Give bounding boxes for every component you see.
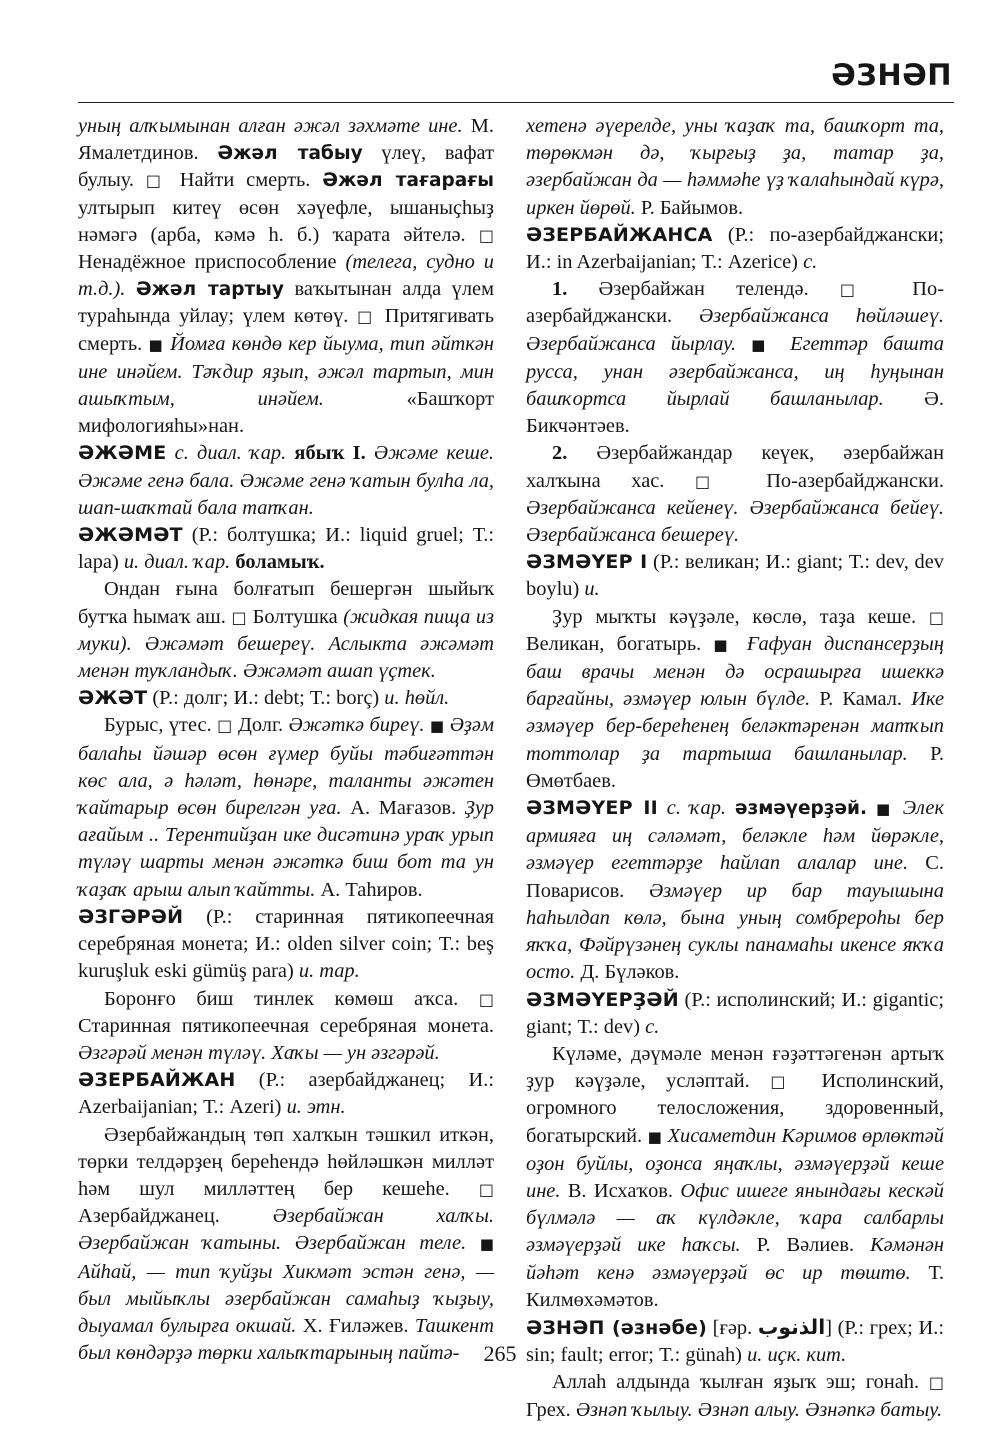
body-text: М. Ямалетдинов.	[78, 115, 494, 165]
italic-text: с. ҡар.	[666, 797, 727, 820]
body-text: Әзербайжандың төп халҡын тәшкил иткән, төрки телдәрҙең береһендә һөйләшкән милләт һәм шул милләттең бер кешеһе.	[78, 1123, 494, 1200]
body-text: Бурыс, үтес.	[104, 714, 218, 737]
white-square-marker: □	[770, 1072, 801, 1092]
bold-text: 1.	[552, 278, 568, 301]
body-text: (Р.: болтушка; И.: liquid gruel; Т.: lapa)	[78, 524, 494, 574]
white-square-marker: □	[357, 307, 376, 327]
italic-text: Элек армияға иң сәләмәт, беләкле һәм йөрәкле, әзмәүер егеттәрҙе һайлап алалар ине.	[526, 797, 944, 875]
body-text	[166, 442, 174, 464]
body-text: Р. Байымов.	[635, 196, 744, 219]
body-text: Р. Вәлиев.	[740, 1234, 871, 1257]
headword: ӘЖӘМЕ	[78, 442, 167, 465]
italic-text: Ҙур ағайым .. Терентийҙан ике дисәтинә ураҡ урып түләү шарты менән әжәткә биш бот та ун ҡаҙаҡ арыш алып ҡайтты.	[78, 797, 494, 901]
italic-text: Ике әзмәүер бер-береһенең беләктәренән матҡып тоттолар ҙа тартыша башланылар.	[526, 688, 944, 765]
italic-text: Йомға көндө кер йыума, тип әйткән ине инәйем. Тәҡдир яҙып, әжәл тартып, мин ашыҡтым, инәйем.	[78, 332, 494, 411]
italic-text: Кәмәнән йәһәт кенә әзмәүерҙәй өс ир төштө.	[526, 1234, 944, 1284]
body-text: Долг.	[232, 714, 289, 737]
italic-text: Айһай, — тип ҡуйҙы Хикмәт эстән генә, — был мыйыҡлы әзербайжан самаһыҙ ҡыҙыу, дыуамал булырға окшай.	[78, 1260, 494, 1337]
body-text	[366, 442, 374, 464]
body-text: Т. Килмөхәмәтов.	[526, 1261, 945, 1311]
dictionary-paragraph	[78, 522, 494, 576]
body-text: (Р.: исполинский; И.: gigantic; giant; Т.: dev)	[526, 988, 944, 1038]
italic-text: Ғафуан диспансерҙың баш врачы менән дә осрашырға ишеккә барғайны, әзмәүер юлын бүлде.	[526, 632, 944, 711]
body-text: Болтушка	[247, 605, 344, 628]
dictionary-paragraph	[78, 712, 494, 903]
white-square-marker: □	[231, 607, 248, 627]
phrase-term: Әжәл тартыу	[135, 279, 284, 301]
body-text: Ондан ғына болғатып бешергән шыйыҡ бутҡа һымаҡ аш.	[78, 578, 494, 628]
black-square-marker: ■	[875, 800, 894, 819]
white-square-marker: □	[478, 1179, 494, 1199]
italic-text: с. диал. ҡар.	[174, 442, 287, 465]
body-text: Күләме, дәүмәле менән ғәҙәттәгенән артыҡ ҙур кәүҙәле, усләптай.	[526, 1042, 944, 1093]
body-text: А. Мағазов.	[341, 797, 465, 820]
body-text: Р. Өмөтбаев.	[526, 742, 944, 792]
body-text: Исполинский, огромного телосложения, здоровенный, богатырский.	[526, 1070, 944, 1147]
italic-text: Офис ишеге янындағы кескәй бүлмәлә — аҡ күлдәкле, ҡара салбарлы әзмәүерҙәй ике һаҡсы.	[526, 1179, 944, 1257]
headword: ӘЗЕРБАЙЖАН	[78, 1069, 236, 1092]
body-text: Әзербайжан телендә.	[567, 278, 840, 301]
black-square-marker: ■	[479, 1235, 494, 1254]
headword: ӘЗМӘҮЕР I	[526, 551, 648, 574]
body-text: Ҙур мыҡты кәүҙәле, көслө, таҙа кеше.	[552, 605, 929, 628]
italic-text: (жидкая пища из муки). Әжәмәт бешереү. Аслыкта әжәмәт менән туҡландыҡ. Әжәмәт ашап үҫтек.	[78, 605, 494, 683]
italic-text: Ташкент был көндәрҙә төрки халыҡтарының пайтә-	[78, 1314, 494, 1365]
white-square-marker: □	[695, 471, 736, 491]
body-text	[894, 797, 903, 819]
body-text: (Р.: старинная пятикопеечная серебряная монета; И.: olden silver coin; Т.: beş kuruşluk eski gümüş para)	[78, 905, 494, 983]
italic-text: и. этн.	[286, 1096, 346, 1119]
body-text	[867, 797, 876, 819]
body-text: Әзербайжандар кеүек, әзербайжан халҡына хас.	[526, 442, 944, 492]
dictionary-paragraph	[526, 549, 944, 603]
headword: ӘЗГӘРӘЙ	[78, 905, 184, 928]
white-square-marker: □	[145, 171, 168, 191]
body-text: ваҡытынан алда үлем тураһында уйлау; үлем көтөү.	[78, 278, 494, 328]
body-text: Азербайджанец.	[78, 1205, 273, 1228]
body-text: По-азербайджански.	[735, 469, 944, 492]
body-text: (Р.: азербайджанец; И.: Azerbaijanian; Т.: Azeri)	[78, 1069, 494, 1119]
body-text: Ә. Бикчәнтәев.	[526, 388, 944, 438]
italic-text: хетенә әүерелде, уны ҡаҙаҡ та, башҡорт та, төрөкмән дә, ҡырғыҙ ҙа, татар ҙа, әзербайжан да — һәммәһе үҙ ҡалаһындай күрә, иркен йөрөй.	[526, 115, 944, 219]
body-text: «Башҡорт мифологияһы»нан.	[78, 388, 494, 438]
phrase-term: Әжәл табыу	[217, 143, 363, 165]
white-square-marker: □	[928, 1373, 944, 1393]
dictionary-paragraph	[526, 1369, 944, 1423]
dictionary-paragraph	[78, 113, 494, 440]
italic-text: и. тар.	[298, 960, 360, 983]
italic-text: с.	[803, 251, 818, 274]
italic-text: Әжәме кеше. Әжәме генә бала. Әжәме генә ҡатын булһа ла, шап-шаҡтай бала тапҡан.	[78, 442, 495, 519]
white-square-marker: □	[478, 989, 494, 1009]
italic-text: Әзербайжанса кейенеү. Әзербайжанса бейеү. Әзербайжанса бешереү.	[526, 496, 944, 547]
body-text: Д. Бүләков.	[575, 961, 680, 984]
dictionary-paragraph	[526, 987, 944, 1041]
italic-text: и. һөйл.	[384, 687, 450, 710]
headword: ӘЖӘТ	[78, 687, 148, 710]
italic-text: Егеттәр башта русса, унан әзербайжанса, иң һуңынан башҡортса йырлай башланылар.	[526, 332, 944, 411]
headword: ӘЗМӘҮЕР II	[526, 797, 658, 820]
body-text: Аллаһ алдында ҡылған яҙыҡ эш; гонаһ.	[552, 1371, 929, 1394]
italic-text: Әзербайжанса һөйләшеү. Әзербайжанса йырлау.	[526, 305, 944, 355]
left-column	[78, 113, 494, 1367]
black-square-marker: ■	[713, 635, 735, 654]
body-text: Притягивать смерть.	[78, 305, 494, 355]
page-number: 265	[483, 1341, 517, 1366]
italic-text: и. диал. ҡар.	[123, 551, 231, 574]
body-text	[466, 1232, 480, 1254]
italic-text: (телега, судно и т.д.).	[78, 251, 494, 301]
phrase-term: Әжәл тағарағы	[322, 170, 494, 192]
running-head: ӘЗНӘП	[831, 58, 952, 92]
body-text	[658, 797, 667, 819]
header-rule	[78, 102, 954, 103]
body-text: Найти смерть.	[167, 169, 323, 192]
black-square-marker: ■	[647, 1127, 663, 1146]
dictionary-paragraph	[526, 604, 944, 795]
white-square-marker: □	[217, 716, 233, 736]
body-text: Великан, богатырь.	[526, 632, 714, 655]
dictionary-paragraph	[78, 1122, 494, 1368]
italic-text: с.	[645, 1015, 660, 1038]
italic-text: Әзербайжан халҡы. Әзербайжан ҡатыны. Әзербайжан теле.	[78, 1205, 495, 1255]
body-text: По-азербайджански.	[526, 278, 944, 328]
dictionary-paragraph	[526, 222, 944, 276]
black-square-marker: ■	[148, 335, 164, 354]
dictionary-paragraph	[78, 440, 494, 522]
body-text	[125, 278, 136, 300]
body-text: ] (Р.: грех; И.: sin; fault; error; Т.: günah)	[526, 1316, 944, 1367]
headword: ӘЖӘМӘТ	[78, 524, 183, 547]
headword: ӘЗМӘҮЕРҘӘЙ	[526, 988, 679, 1011]
body-text: Боронғо биш тинлек көмөш аҡса.	[104, 987, 479, 1010]
body-text: (Р.: долг; И.: debt; Т.: borç)	[147, 687, 385, 710]
arabic-etymon: الذنوب	[757, 1314, 826, 1339]
body-text	[736, 333, 751, 355]
dictionary-paragraph	[78, 685, 494, 712]
italic-text: Әзмәүер ир бар тауышына һаһылдап көлә, бына уның сомбрероһы бер яҡҡа, Фәйрүзәнең суклы панамаһы икенсе яҡҡа осто.	[526, 879, 944, 984]
italic-text: уның алҡымынан алған әжәл зәхмәте ине.	[78, 115, 463, 137]
body-text: Старинная пятикопеечная серебряная монета.	[78, 1014, 494, 1037]
dictionary-paragraph	[78, 1067, 494, 1121]
headword: ӘЗНӘП (әзнәбе)	[526, 1316, 708, 1339]
white-square-marker: □	[928, 607, 944, 627]
italic-text: Әжәткә биреү.	[288, 714, 425, 737]
dictionary-paragraph	[78, 986, 494, 1068]
body-text: Р. Камал.	[810, 688, 912, 711]
white-square-marker: □	[839, 280, 882, 300]
dictionary-paragraph	[78, 576, 494, 685]
body-text: үлеү, вафат булыу.	[78, 142, 494, 192]
body-text: В. Исхаҡов.	[560, 1179, 681, 1202]
body-text	[735, 633, 747, 655]
body-text	[775, 333, 790, 355]
right-column	[526, 113, 944, 1424]
body-text: С. Поварисов.	[526, 852, 944, 902]
dictionary-paragraph	[78, 904, 494, 986]
dictionary-paragraph	[526, 1041, 944, 1314]
black-square-marker: ■	[751, 335, 776, 354]
dictionary-paragraph	[526, 276, 944, 440]
italic-text: Әзнәп ҡылыу. Әзнәп алыу. Әзнәпкә батыу.	[575, 1398, 943, 1421]
dictionary-paragraph	[526, 113, 944, 222]
italic-text: Әҙәм балаһы йәшәр өсөн ғүмер буйы тәбиғәттән көс ала, ә һәләт, һөнәре, таланты әжәтен ҡайтарыр өсөн бирелгән уға.	[78, 714, 494, 820]
headword: ӘЗЕРБАЙЖАНСА	[526, 223, 713, 246]
black-square-marker: ■	[429, 717, 445, 736]
white-square-marker: □	[478, 225, 494, 245]
italic-text: и. иҫк. кит.	[747, 1344, 847, 1367]
bold-text: ябыҡ I.	[294, 442, 366, 465]
body-text: (Р.: по-азербайджански; И.: in Azerbaijanian; Т.: Azerice)	[526, 223, 944, 274]
bold-text: боламыҡ.	[235, 551, 325, 574]
body-text: (Р.: великан; И.: giant; Т.: dev, dev boylu)	[526, 551, 944, 601]
dictionary-paragraph	[526, 795, 944, 986]
body-text: Х. Ғиләжев.	[296, 1314, 415, 1337]
bold-text: 2.	[552, 442, 568, 465]
italic-text: Хисаметдин Кәримов өрлөктәй оҙон буйлы, оҙонса яңаҡлы, әзмәүерҙәй кеше ине.	[526, 1124, 944, 1202]
italic-text: Әзгәрәй менән түләү. Хаҡы — ун әзгәрәй.	[78, 1041, 440, 1064]
body-text: [ғәр.	[707, 1316, 758, 1339]
body-text: Ненадёжное приспособление	[78, 251, 346, 274]
body-text: ултырып китеү өсөн хәүефле, ышаныҫһыҙ нәмәгә (арба, кәмә һ. б.) ҡарата әйтелә.	[78, 196, 494, 246]
phrase-term: әзмәүерҙәй.	[734, 798, 868, 820]
body-text: А. Таһиров.	[315, 878, 423, 901]
body-text	[726, 797, 735, 819]
italic-text: и.	[584, 578, 600, 601]
dictionary-paragraph	[526, 440, 944, 549]
body-text: Грех.	[526, 1398, 576, 1421]
